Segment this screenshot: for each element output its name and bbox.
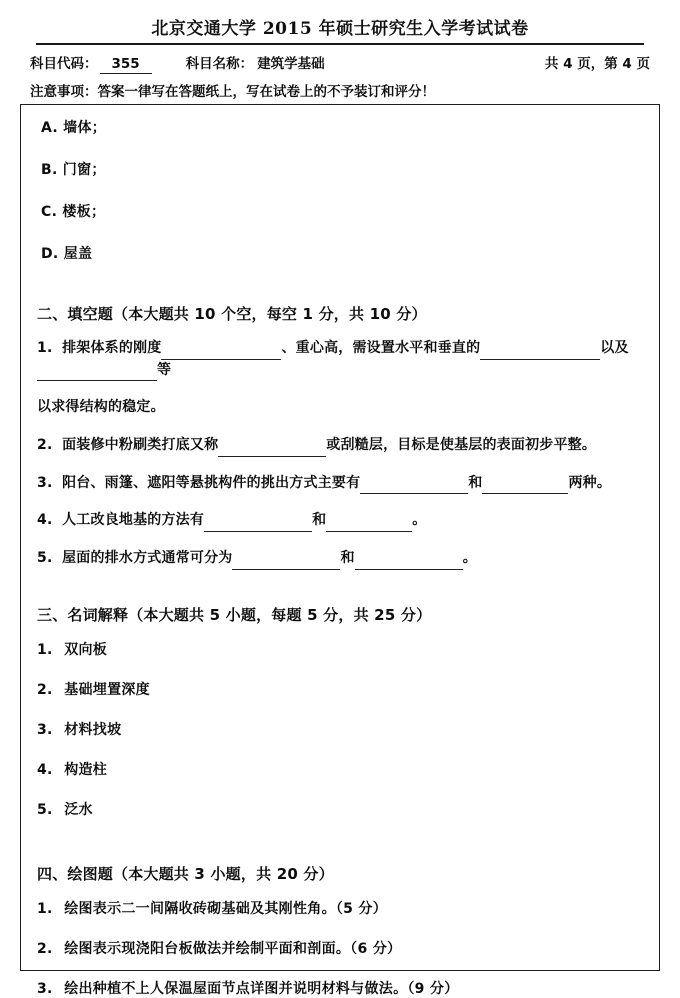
question-text-part: 人工改良地基的方法有	[62, 512, 205, 529]
term-text: 材料找坡	[64, 721, 122, 738]
term-text: 基础埋置深度	[64, 681, 150, 698]
drawing-number: 1.	[37, 900, 53, 917]
answer-blank	[480, 359, 600, 360]
question-text-part: 等	[157, 361, 172, 378]
section-heading-drawing: 四、绘图题（本大题共 3 小题，共 20 分）	[37, 864, 334, 883]
term-item-2	[37, 679, 643, 699]
answer-blank	[161, 359, 281, 360]
frame-bottom-border	[20, 970, 660, 971]
term-item-1	[37, 639, 643, 659]
answer-blank	[218, 456, 326, 457]
option-item-b: B. 门窗；	[41, 162, 106, 178]
term-number: 1.	[37, 641, 53, 658]
title-divider	[36, 43, 644, 45]
question-fill-1	[37, 338, 643, 381]
subject-name-value: 建筑学基础	[257, 56, 325, 72]
question-text-part: 面装修中粉刷类打底又称	[62, 437, 219, 454]
exam-paper-page	[0, 14, 680, 997]
answer-blank	[355, 569, 463, 570]
exam-meta-row	[30, 52, 650, 74]
question-text-part: 和	[312, 512, 327, 529]
term-number: 3.	[37, 721, 53, 738]
question-text-part: 和	[340, 550, 355, 567]
subject-name-label: 科目名称：	[185, 56, 254, 72]
drawing-number: 2.	[37, 940, 53, 957]
question-text-part: 或刮糙层，目标是使基层的表面初步平整。	[326, 437, 597, 454]
subject-code-label: 科目代码：	[30, 56, 98, 72]
drawing-number: 3.	[37, 980, 53, 997]
option-item-d: D. 屋盖	[41, 246, 93, 262]
question-text-part: 。	[412, 512, 427, 529]
section-heading-terms: 三、名词解释（本大题共 5 小题，每题 5 分，共 25 分）	[37, 605, 432, 624]
term-text: 双向板	[64, 641, 108, 658]
page-count-text: 共 4 页，第 4 页	[544, 56, 650, 72]
question-text-part: 、重心高，需设置水平和垂直的	[281, 340, 481, 356]
drawing-text: 绘图表示现浇阳台板做法并绘制平面和剖面。（6 分）	[64, 940, 402, 957]
drawing-text: 绘图表示二一间隔收砖砌基础及其刚性角。（5 分）	[64, 900, 388, 917]
answer-blank	[360, 493, 468, 494]
drawing-text: 绘出种植不上人保温屋面节点详图并说明材料与做法。（9 分）	[64, 980, 459, 997]
subject-code-value: 355	[100, 56, 152, 74]
question-text-part: 阳台、雨篷、遮阳等悬挑构件的挑出方式主要有	[62, 474, 361, 491]
answer-blank	[204, 531, 312, 532]
option-item-c: C. 楼板；	[41, 204, 106, 220]
question-text-part: 屋面的排水方式通常可分为	[62, 550, 233, 567]
exam-body-frame	[20, 104, 660, 997]
question-number: 2.	[37, 437, 53, 454]
question-fill-4	[37, 510, 643, 532]
term-text: 泛水	[64, 801, 93, 818]
term-number: 5.	[37, 801, 53, 818]
term-item-4	[37, 759, 643, 779]
term-text: 构造柱	[64, 761, 108, 778]
question-text-part: 。	[462, 550, 477, 567]
question-fill-3	[37, 473, 643, 495]
term-number: 2.	[37, 681, 53, 698]
page-title: 北京交通大学 2015 年硕士研究生入学考试试卷	[151, 19, 529, 39]
question-fill-1-continuation: 以求得结构的稳定。	[37, 399, 165, 416]
question-fill-2	[37, 435, 643, 457]
answer-blank	[232, 569, 340, 570]
question-text-part: 两种。	[568, 474, 612, 491]
term-item-5	[37, 799, 643, 819]
drawing-item-3	[37, 978, 643, 998]
drawing-item-2	[37, 938, 643, 958]
exam-notice: 注意事项：答案一律写在答题纸上，写在试卷上的不予装订和评分！	[30, 84, 435, 100]
option-item-a: A. 墙体；	[41, 120, 107, 136]
term-number: 4.	[37, 761, 53, 778]
answer-blank	[326, 531, 412, 532]
answer-blank	[37, 380, 157, 381]
question-text-part: 和	[468, 474, 483, 491]
question-text-part: 排架体系的刚度	[62, 340, 162, 356]
term-item-3	[37, 719, 643, 739]
question-number: 3.	[37, 474, 53, 491]
section-heading-fill-blanks: 二、填空题（本大题共 10 个空，每空 1 分，共 10 分）	[37, 305, 427, 323]
question-text-part: 以及	[600, 340, 629, 356]
question-number: 1.	[37, 340, 53, 356]
drawing-item-1	[37, 898, 643, 918]
answer-blank	[482, 493, 568, 494]
question-fill-5	[37, 548, 643, 570]
question-number: 5.	[37, 550, 53, 567]
question-number: 4.	[37, 512, 53, 529]
